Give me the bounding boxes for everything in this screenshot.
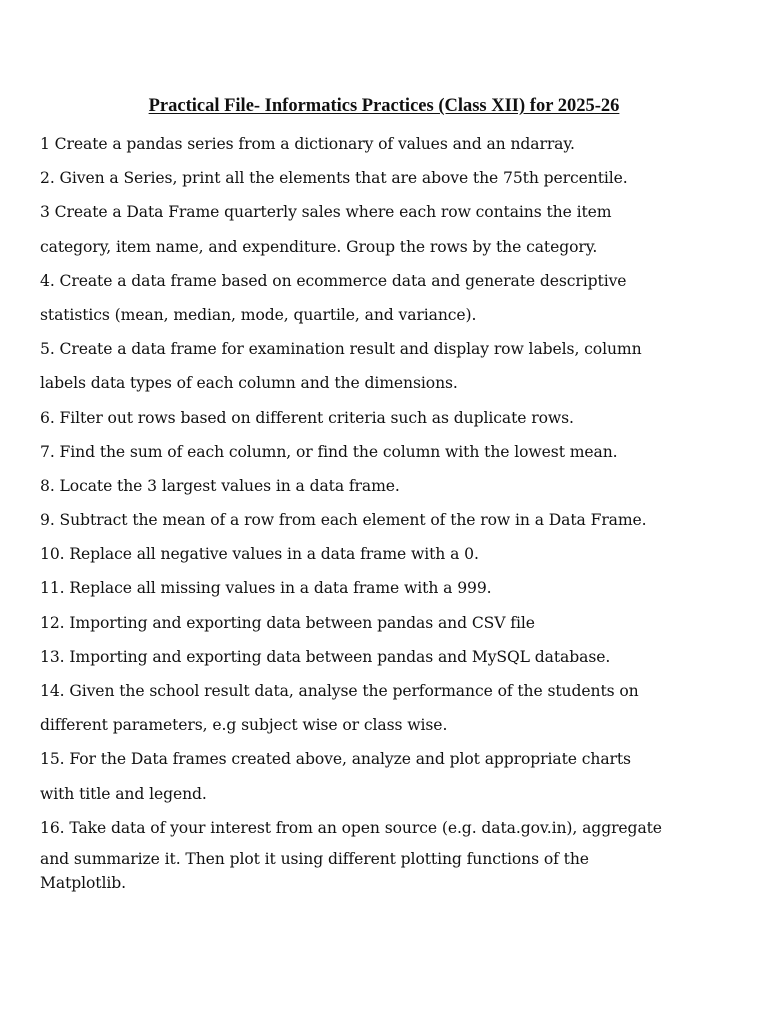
document-title-text: Practical File- Informatics Practices (Class XII) for 2025-26 (148, 96, 620, 116)
list-line-14: 11. Replace all missing values in a data frame with a 999. (40, 579, 492, 598)
list-line-12: 9. Subtract the mean of a row from each element of the row in a Data Frame. (40, 511, 647, 530)
list-line-20: with title and legend. (40, 784, 207, 803)
list-line-1: 1 Create a pandas series from a dictionary of values and an ndarray. (40, 135, 575, 153)
list-line-18: different parameters, e.g subject wise or class wise. (40, 716, 448, 735)
list-line-15: 12. Importing and exporting data between pandas and CSV file (40, 613, 535, 632)
list-line-22: and summarize it. Then plot it using different plotting functions of the (40, 849, 589, 868)
list-line-8: labels data types of each column and the dimensions. (40, 374, 458, 393)
list-line-21: 16. Take data of your interest from an open source (e.g. data.gov.in), aggregate (40, 818, 662, 837)
practical-list (40, 130, 740, 896)
list-line-11: 8. Locate the 3 largest values in a data frame. (40, 476, 400, 495)
list-line-23: Matplotlib. (40, 873, 126, 892)
document-title (0, 93, 768, 119)
list-line-13: 10. Replace all negative values in a data frame with a 0. (40, 545, 479, 564)
list-line-17: 14. Given the school result data, analyse the performance of the students on (40, 682, 639, 700)
list-line-19: 15. For the Data frames created above, analyze and plot appropriate charts (40, 750, 631, 769)
list-line-10: 7. Find the sum of each column, or find the column with the lowest mean. (40, 442, 618, 461)
list-line-4: category, item name, and expenditure. Group the rows by the category. (40, 237, 598, 256)
list-line-7: 5. Create a data frame for examination result and display row labels, column (40, 340, 642, 359)
list-line-9: 6. Filter out rows based on different criteria such as duplicate rows. (40, 408, 574, 427)
list-line-2: 2. Given a Series, print all the elements that are above the 75th percentile. (40, 169, 628, 188)
list-line-3: 3 Create a Data Frame quarterly sales where each row contains the item (40, 203, 612, 222)
list-line-16: 13. Importing and exporting data between pandas and MySQL database. (40, 647, 611, 666)
list-line-5: 4. Create a data frame based on ecommerce data and generate descriptive (40, 271, 627, 290)
list-line-6: statistics (mean, median, mode, quartile, and variance). (40, 305, 477, 324)
